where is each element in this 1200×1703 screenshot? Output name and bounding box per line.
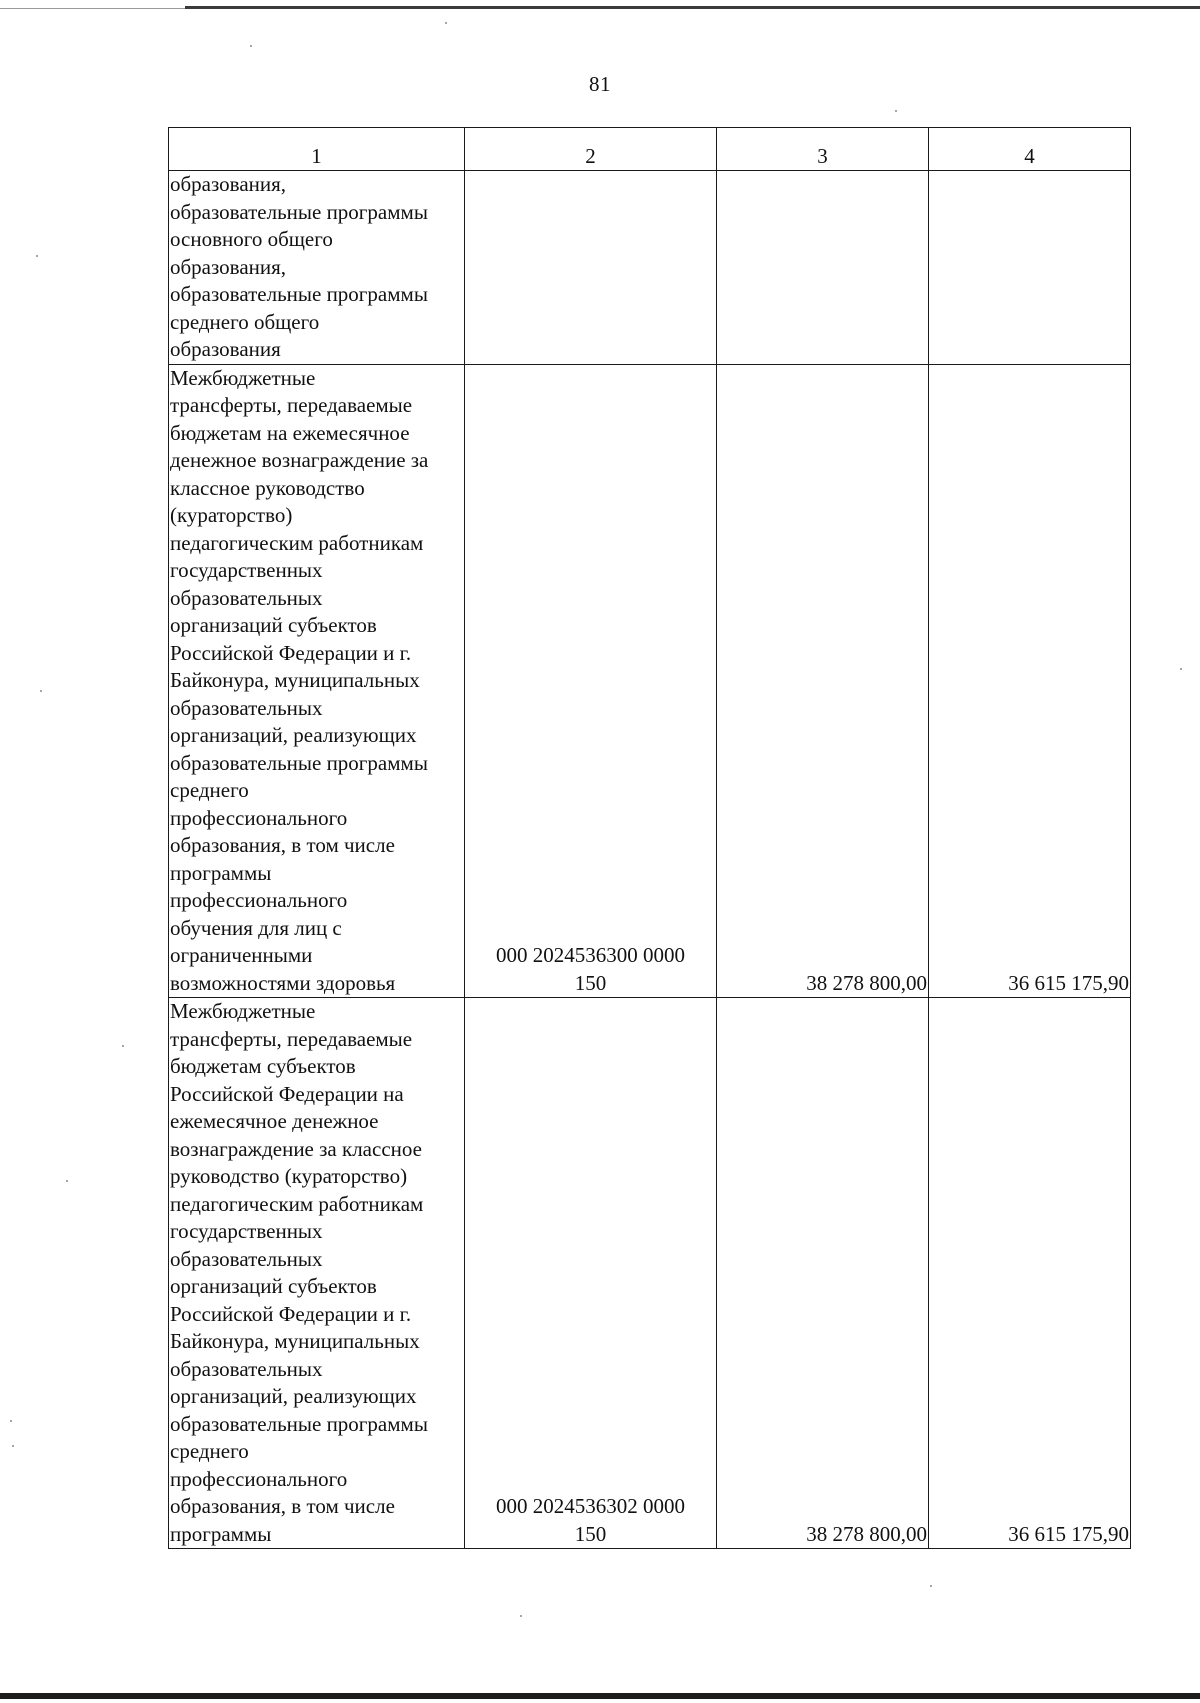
scan-speck [12,1445,14,1447]
row-budget-code [465,171,717,365]
row-budget-code: 000 2024536300 0000 150 [465,364,717,998]
scan-speck [122,1045,124,1047]
scan-speck [895,110,897,112]
scan-edge-line-top-left [0,8,185,9]
table-row [169,364,1131,998]
scan-edge-line-bottom [0,1693,1200,1699]
row-approved-amount: 38 278 800,00 [717,998,929,1549]
row-executed-amount: 36 615 175,90 [929,364,1131,998]
table-row [169,998,1131,1549]
row-approved-amount: 38 278 800,00 [717,364,929,998]
scan-speck [520,1615,522,1617]
column-header-3: 3 [717,128,929,171]
column-header-4: 4 [929,128,1131,171]
scan-speck [66,1180,68,1182]
scan-speck [10,1420,12,1422]
scan-edge-line-top [185,6,1200,9]
row-budget-code: 000 2024536302 0000 150 [465,998,717,1549]
table-header-row [169,128,1131,171]
row-description: Межбюджетные трансферты, передаваемые бюджетам на ежемесячное денежное вознаграждение за классное руководство (кураторство) педагогическим работникам государственных образовательных организаций субъектов Российской Федерации и г. Байконура, муниципальных образовательных организаций, реализующих образовательные программы среднего профессионального образования, в том числе программы профессионального обучения для лиц с ограниченными возможностями здоровья [169,364,465,998]
scan-speck [250,45,252,47]
page-number: 81 [589,72,611,96]
column-header-2: 2 [465,128,717,171]
row-executed-amount [929,171,1131,365]
scan-speck [36,255,38,257]
budget-table [168,127,1131,1549]
scan-speck [1180,668,1182,670]
table-row [169,171,1131,365]
scan-speck [445,22,447,24]
column-header-1: 1 [169,128,465,171]
scan-speck [40,690,42,692]
row-description: Межбюджетные трансферты, передаваемые бюджетам субъектов Российской Федерации на ежемесячное денежное вознаграждение за классное руководство (кураторство) педагогическим работникам государственных образовательных организаций субъектов Российской Федерации и г. Байконура, муниципальных образовательных организаций, реализующих образовательные программы среднего профессионального образования, в том числе программы [169,998,465,1549]
row-executed-amount: 36 615 175,90 [929,998,1131,1549]
scan-speck [930,1585,932,1587]
row-description: образования, образовательные программы основного общего образования, образовательные программы среднего общего образования [169,171,465,365]
row-approved-amount [717,171,929,365]
